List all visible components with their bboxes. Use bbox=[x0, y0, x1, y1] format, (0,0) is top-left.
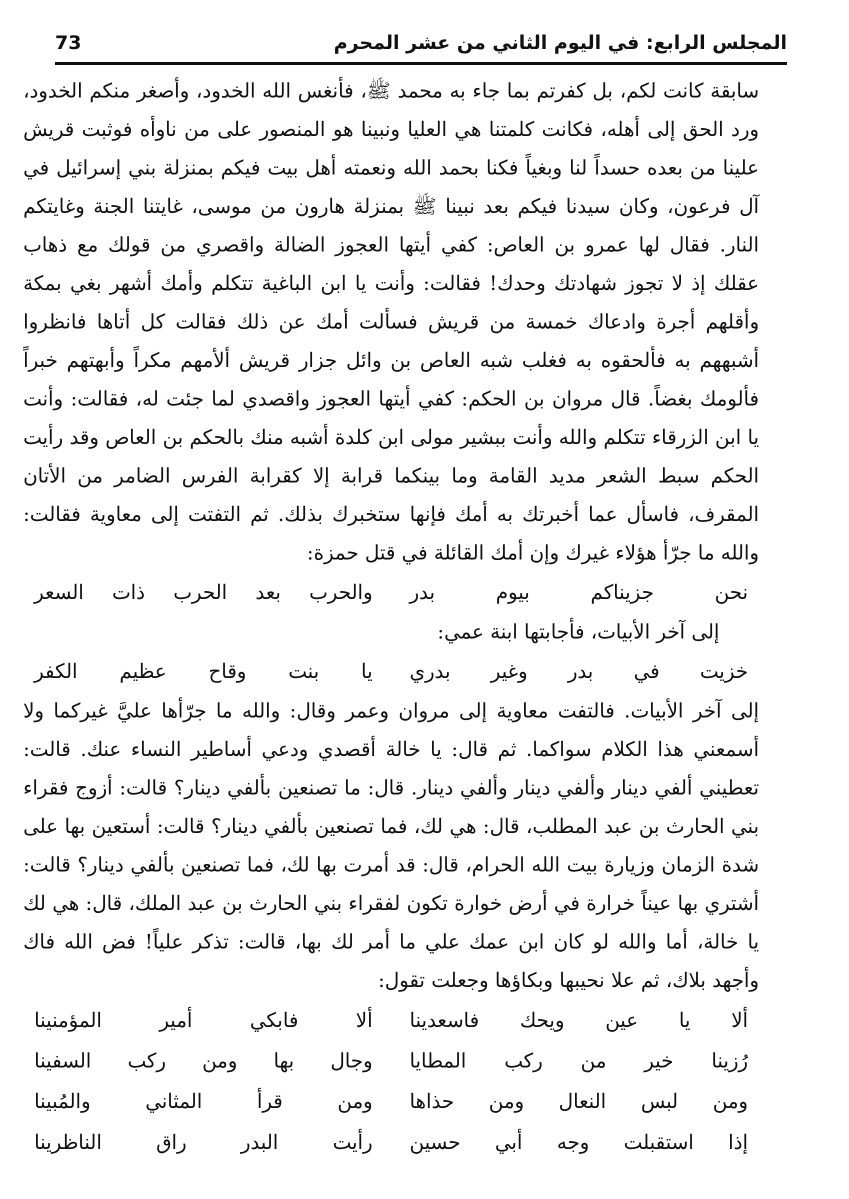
verse-second-hemistich: يا بنت وقاح عظيم الكفر bbox=[34, 660, 373, 684]
running-header bbox=[55, 28, 787, 65]
verse-first-hemistich: ألا يا عين ويحك فاسعدينا bbox=[409, 1009, 748, 1033]
header-title: المجلس الرابع: في اليوم الثاني من عشر المحرم bbox=[333, 32, 787, 54]
page-number: 73 bbox=[55, 32, 82, 54]
verse-line bbox=[23, 652, 759, 693]
verse-first-hemistich: رُزينا خير من ركب المطايا bbox=[409, 1049, 748, 1073]
paragraph: سابقة كانت لكم، بل كفرتم بما جاء به محمد ﷺ، فأنغس الله الخدود، وأصغر منكم الخدود، ورد الحق إلى أهله، فكانت كلمتنا هي العليا ونبينا هو المنصور على من ناوأه فوثبت قريش علينا من بعده حسداً لنا وبغياً فكنا بحمد الله ونعمته أهل بيت فيكم بمنزلة بني إسرائيل في آل فرعون، وكان سيدنا فيكم بعد نبينا ﷺ بمنزلة هارون من موسى، غايتنا الجنة وغايتكم النار. فقال لها عمرو بن العاص: كفي أيتها العجوز الضالة واقصري من قولك مع ذهاب عقلك إذ لا تجوز شهادتك وحدك! فقالت: وأنت يا ابن الباغية تتكلم وأمك أشهر بغي بمكة وأقلهم أجرة وادعاك خمسة من قريش فسألت أمك عن ذلك فقالت كل أتاها فانظروا أشبههم به فألحقوه به فغلب شبه العاص بن وائل جزار قريش ألأمهم مكراً وأبهتهم خبراً فألومك بغضاً. قال مروان بن الحكم: كفي أيتها العجوز واقصدي لما جئت له، فقالت: وأنت يا ابن الزرقاء تتكلم والله وأنت ببشير مولى ابن كلدة أشبه منك بالحكم بن العاص وقد رأيت الحكم سبط الشعر مديد القامة وما بينكما قرابة إلا كقرابة الفرس الضامر من الأتان المقرف، فاسأل عما أخبرتك به أمك فإنها ستخبرك بذلك. ثم التفتت إلى معاوية فقالت: والله ما جرّأ هؤلاء غيرك وإن أمك القائلة في قتل حمزة: bbox=[23, 79, 760, 565]
verse-line bbox=[23, 1041, 759, 1082]
verse-first-hemistich: خزيت في بدر وغير بدري bbox=[409, 660, 748, 684]
verse-line bbox=[23, 1082, 759, 1123]
verse-second-hemistich: ألا فابكي أمير المؤمنينا bbox=[34, 1009, 373, 1033]
verse-first-hemistich: نحن جزيناكم بيوم بدر bbox=[409, 581, 748, 605]
paragraph: إلى آخر الأبيات، فأجابتها ابنة عمي: bbox=[437, 620, 720, 644]
verse-second-hemistich: رأيت البدر راق الناظرينا bbox=[34, 1131, 373, 1155]
verse-second-hemistich: ومن قرأ المثاني والمُبينا bbox=[34, 1090, 373, 1114]
verse-first-hemistich: إذا استقبلت وجه أبي حسين bbox=[409, 1131, 748, 1155]
verse-second-hemistich: وجال بها ومن ركب السفينا bbox=[34, 1049, 373, 1073]
verse-line bbox=[23, 1123, 759, 1164]
verse-line bbox=[23, 1000, 759, 1041]
verse-line bbox=[23, 573, 759, 614]
paragraph: إلى آخر الأبيات. فالتفت معاوية إلى مروان وعمر وقال: والله ما جرّأها عليَّ غيركما ولا أسمعني هذا الكلام سواكما. ثم قال: يا خالة أقصدي ودعي أساطير النساء عنك. قالت: تعطيني ألفي دينار وألفي دينار وألفي دينار. قال: ما تصنعين بألفي دينار؟ قالت: أزوج فقراء بني الحارث بن عبد المطلب، قال: هي لك، فما تصنعين بألفي دينار؟ قالت: أستعين بها على شدة الزمان وزيارة بيت الله الحرام، قال: قد أمرت بها لك، فما تصنعين بألفي دينار؟ قالت: أشتري بها عيناً خرارة في أرض خوارة تكون لفقراء بني الحارث بن عبد الملك، قال: هي لك يا خالة، أما والله لو كان ابن عمك علي ما أمر لك بها، قالت: تذكر علياً! فض الله فاك وأجهد بلاك، ثم علا نحيبها وبكاؤها وجعلت تقول: bbox=[23, 700, 759, 993]
verse-first-hemistich: ومن لبس النعال ومن حذاها bbox=[409, 1090, 748, 1114]
verse-second-hemistich: والحرب بعد الحرب ذات السعر bbox=[34, 581, 373, 605]
page-body bbox=[23, 72, 759, 1163]
